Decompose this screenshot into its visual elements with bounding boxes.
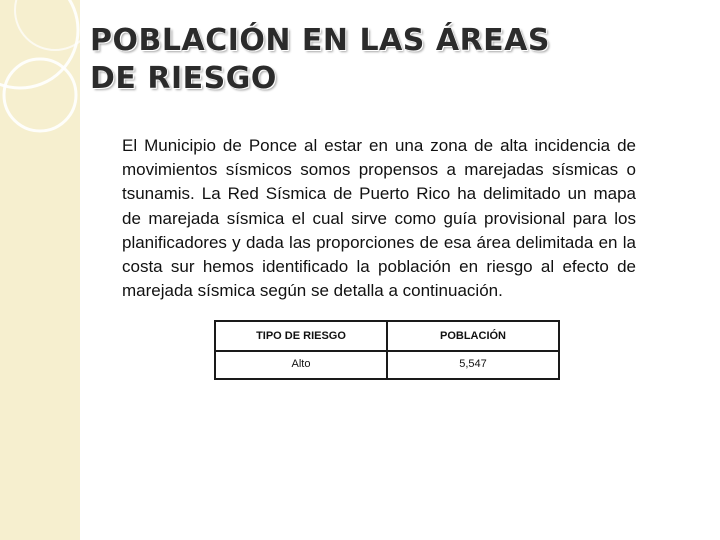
risk-population-table xyxy=(214,320,560,380)
table-cell-risk-type: Alto xyxy=(216,352,388,378)
table-header-population: POBLACIÓN xyxy=(388,322,558,352)
slide-title xyxy=(90,22,690,98)
body-paragraph: El Municipio de Ponce al estar en una zona de alta incidencia de movimientos sísmicos somos propensos a marejadas sísmicas o tsunamis. La Red Sísmica de Puerto Rico ha delimitado un mapa de marejada sísmica el cual sirve como guía provisional para los planificadores y dada las proporciones de esa área delimitada en la costa sur hemos identificado la población en riesgo al efecto de marejada sísmica según se detalla a continuación. xyxy=(122,136,636,301)
table-header-risk-type: TIPO DE RIESGO xyxy=(216,322,388,352)
title-line-2: DE RIESGO xyxy=(90,61,277,96)
table-cell-population: 5,547 xyxy=(459,358,487,370)
title-line-1: POBLACIÓN EN LAS ÁREAS xyxy=(90,23,550,58)
